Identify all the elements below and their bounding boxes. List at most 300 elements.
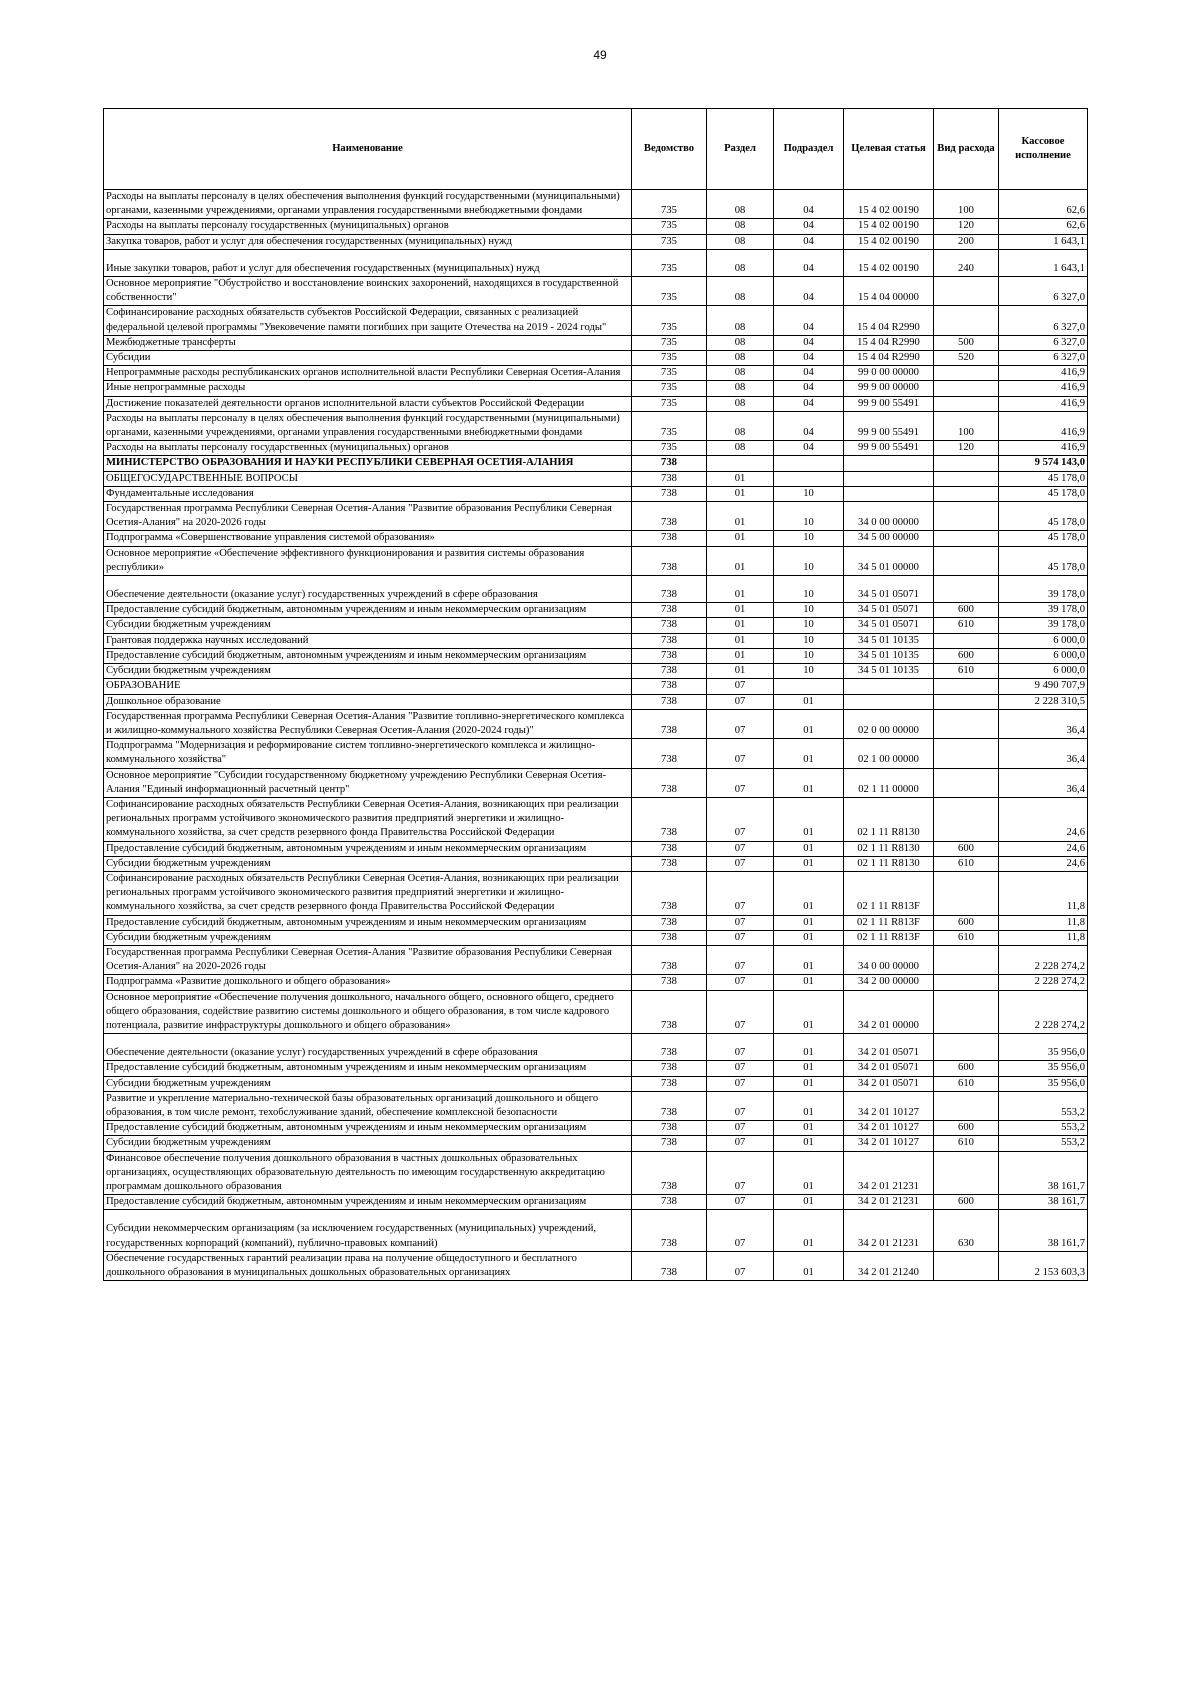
cell-vedomstvo: 735	[632, 351, 707, 366]
cell-podrazdel: 04	[774, 306, 844, 335]
cell-razdel: 08	[707, 219, 774, 234]
cell-expense-type: 120	[934, 219, 999, 234]
cell-name: Расходы на выплаты персоналу в целях обеспечения выполнения функций государственными (муниципальными) органами, казенными учреждениями, органами управления государственными внебюджетными фондами	[104, 190, 632, 219]
cell-razdel: 08	[707, 249, 774, 276]
cell-podrazdel: 10	[774, 486, 844, 501]
cell-vedomstvo: 735	[632, 381, 707, 396]
table-row	[104, 648, 1088, 663]
cell-name: Субсидии бюджетным учреждениям	[104, 930, 632, 945]
cell-target-item: 15 4 02 00190	[844, 234, 934, 249]
table-row	[104, 471, 1088, 486]
cell-cash-execution: 553,2	[999, 1136, 1088, 1151]
cell-podrazdel: 01	[774, 871, 844, 915]
cell-target-item: 34 5 01 10135	[844, 633, 934, 648]
cell-razdel: 07	[707, 871, 774, 915]
table-row	[104, 1076, 1088, 1091]
cell-name: Подпрограмма «Развитие дошкольного и общего образования»	[104, 975, 632, 990]
cell-razdel: 07	[707, 1136, 774, 1151]
cell-name: Подпрограмма "Модернизация и реформирование систем топливно-энергетического комплекса и жилищно-коммунального хозяйства"	[104, 739, 632, 768]
cell-vedomstvo: 738	[632, 1136, 707, 1151]
cell-razdel: 07	[707, 975, 774, 990]
cell-podrazdel: 01	[774, 975, 844, 990]
cell-vedomstvo: 738	[632, 1151, 707, 1195]
cell-target-item: 34 2 01 21231	[844, 1195, 934, 1210]
cell-cash-execution: 9 574 143,0	[999, 456, 1088, 471]
cell-target-item: 34 2 01 05071	[844, 1076, 934, 1091]
table-row	[104, 633, 1088, 648]
cell-podrazdel: 04	[774, 351, 844, 366]
header-cash-execution: Кассовое исполнение	[999, 109, 1088, 190]
cell-expense-type: 600	[934, 915, 999, 930]
cell-vedomstvo: 738	[632, 797, 707, 841]
cell-razdel: 07	[707, 1251, 774, 1280]
cell-vedomstvo: 738	[632, 679, 707, 694]
cell-expense-type: 630	[934, 1210, 999, 1251]
cell-target-item: 34 2 01 21231	[844, 1151, 934, 1195]
cell-vedomstvo: 738	[632, 1251, 707, 1280]
cell-name: Субсидии бюджетным учреждениям	[104, 1136, 632, 1151]
cell-razdel: 08	[707, 234, 774, 249]
cell-target-item: 02 1 11 R8130	[844, 797, 934, 841]
cell-name: Достижение показателей деятельности органов исполнительной власти субъектов Российской Федерации	[104, 396, 632, 411]
table-row	[104, 739, 1088, 768]
cell-razdel: 07	[707, 1076, 774, 1091]
cell-expense-type	[934, 1034, 999, 1061]
cell-razdel: 07	[707, 915, 774, 930]
cell-razdel: 07	[707, 1195, 774, 1210]
table-row	[104, 411, 1088, 440]
cell-cash-execution: 1 643,1	[999, 234, 1088, 249]
cell-expense-type	[934, 502, 999, 531]
cell-vedomstvo: 738	[632, 456, 707, 471]
cell-podrazdel: 01	[774, 841, 844, 856]
cell-cash-execution: 6 000,0	[999, 633, 1088, 648]
cell-vedomstvo: 738	[632, 502, 707, 531]
cell-cash-execution: 6 327,0	[999, 306, 1088, 335]
cell-name: Непрограммные расходы республиканских органов исполнительной власти Республики Северная Осетия-Алания	[104, 366, 632, 381]
table-row	[104, 930, 1088, 945]
table-row	[104, 219, 1088, 234]
cell-cash-execution: 45 178,0	[999, 502, 1088, 531]
cell-cash-execution: 6 000,0	[999, 648, 1088, 663]
cell-cash-execution: 11,8	[999, 930, 1088, 945]
cell-target-item: 15 4 02 00190	[844, 249, 934, 276]
cell-razdel: 08	[707, 396, 774, 411]
table-row	[104, 679, 1088, 694]
cell-podrazdel: 10	[774, 664, 844, 679]
cell-target-item: 99 0 00 00000	[844, 366, 934, 381]
cell-podrazdel: 04	[774, 335, 844, 350]
cell-expense-type: 610	[934, 856, 999, 871]
cell-podrazdel: 04	[774, 441, 844, 456]
cell-name: Предоставление субсидий бюджетным, автономным учреждениям и иным некоммерческим организациям	[104, 915, 632, 930]
cell-target-item	[844, 486, 934, 501]
table-row	[104, 915, 1088, 930]
cell-name: Предоставление субсидий бюджетным, автономным учреждениям и иным некоммерческим организациям	[104, 1061, 632, 1076]
cell-razdel: 07	[707, 1034, 774, 1061]
cell-expense-type	[934, 871, 999, 915]
cell-name: ОБЩЕГОСУДАРСТВЕННЫЕ ВОПРОСЫ	[104, 471, 632, 486]
table-row	[104, 1136, 1088, 1151]
cell-expense-type	[934, 396, 999, 411]
cell-cash-execution: 36,4	[999, 739, 1088, 768]
cell-cash-execution: 62,6	[999, 190, 1088, 219]
cell-cash-execution: 9 490 707,9	[999, 679, 1088, 694]
cell-razdel: 07	[707, 990, 774, 1034]
cell-podrazdel: 10	[774, 502, 844, 531]
cell-razdel: 07	[707, 679, 774, 694]
cell-vedomstvo: 738	[632, 648, 707, 663]
cell-podrazdel: 01	[774, 945, 844, 974]
cell-razdel: 08	[707, 411, 774, 440]
cell-name: Обеспечение государственных гарантий реализации права на получение общедоступного и бесплатного дошкольного образования в муниципальных дошкольных образовательных организациях	[104, 1251, 632, 1280]
cell-name: Субсидии	[104, 351, 632, 366]
cell-podrazdel: 01	[774, 856, 844, 871]
cell-name: Софинансирование расходных обязательств Республики Северная Осетия-Алания, возникающих при реализации региональных программ устойчивого экономического развития предприятий энергетики и жилищно-коммунального хозяйства, за счет средств резервного фонда Правительства Российской Федерации	[104, 797, 632, 841]
table-row	[104, 190, 1088, 219]
cell-target-item	[844, 471, 934, 486]
cell-expense-type	[934, 797, 999, 841]
cell-name: Государственная программа Республики Северная Осетия-Алания "Развитие топливно-энергетического комплекса и жилищно-коммунального хозяйства Республики Северная Осетия-Алания (2020-2024 годы)"	[104, 709, 632, 738]
cell-vedomstvo: 735	[632, 366, 707, 381]
cell-podrazdel: 10	[774, 633, 844, 648]
cell-podrazdel: 01	[774, 797, 844, 841]
cell-podrazdel: 01	[774, 739, 844, 768]
cell-expense-type: 610	[934, 1076, 999, 1091]
header-razdel: Раздел	[707, 109, 774, 190]
cell-vedomstvo: 738	[632, 768, 707, 797]
cell-podrazdel: 04	[774, 381, 844, 396]
cell-cash-execution: 36,4	[999, 709, 1088, 738]
cell-expense-type: 600	[934, 1195, 999, 1210]
cell-expense-type	[934, 486, 999, 501]
cell-name: Дошкольное образование	[104, 694, 632, 709]
cell-razdel: 01	[707, 531, 774, 546]
table-row	[104, 1034, 1088, 1061]
cell-cash-execution: 6 327,0	[999, 335, 1088, 350]
cell-expense-type	[934, 990, 999, 1034]
cell-razdel: 01	[707, 664, 774, 679]
header-podrazdel: Подраздел	[774, 109, 844, 190]
table-row	[104, 1121, 1088, 1136]
cell-name: Межбюджетные трансферты	[104, 335, 632, 350]
table-row	[104, 546, 1088, 575]
cell-razdel: 07	[707, 694, 774, 709]
cell-podrazdel: 04	[774, 396, 844, 411]
cell-vedomstvo: 738	[632, 990, 707, 1034]
cell-target-item: 34 5 01 05071	[844, 576, 934, 603]
cell-expense-type	[934, 531, 999, 546]
cell-cash-execution: 24,6	[999, 797, 1088, 841]
cell-expense-type: 600	[934, 1061, 999, 1076]
cell-razdel: 07	[707, 1121, 774, 1136]
cell-razdel: 01	[707, 603, 774, 618]
cell-razdel: 01	[707, 576, 774, 603]
cell-cash-execution: 6 327,0	[999, 351, 1088, 366]
cell-podrazdel: 04	[774, 411, 844, 440]
cell-podrazdel: 01	[774, 1136, 844, 1151]
cell-expense-type	[934, 1251, 999, 1280]
table-row	[104, 945, 1088, 974]
cell-vedomstvo: 735	[632, 396, 707, 411]
cell-cash-execution: 35 956,0	[999, 1034, 1088, 1061]
cell-name: Иные закупки товаров, работ и услуг для обеспечения государственных (муниципальных) нужд	[104, 249, 632, 276]
cell-expense-type	[934, 1091, 999, 1120]
cell-target-item: 34 5 01 05071	[844, 618, 934, 633]
cell-target-item: 34 2 01 21240	[844, 1251, 934, 1280]
table-row	[104, 249, 1088, 276]
table-row	[104, 603, 1088, 618]
cell-name: Предоставление субсидий бюджетным, автономным учреждениям и иным некоммерческим организациям	[104, 648, 632, 663]
cell-cash-execution: 1 643,1	[999, 249, 1088, 276]
cell-vedomstvo: 738	[632, 1076, 707, 1091]
cell-target-item	[844, 456, 934, 471]
cell-vedomstvo: 738	[632, 471, 707, 486]
cell-podrazdel: 04	[774, 190, 844, 219]
cell-podrazdel: 01	[774, 1195, 844, 1210]
cell-target-item: 02 1 11 00000	[844, 768, 934, 797]
cell-vedomstvo: 738	[632, 694, 707, 709]
cell-razdel: 07	[707, 1091, 774, 1120]
cell-razdel: 01	[707, 648, 774, 663]
cell-cash-execution: 36,4	[999, 768, 1088, 797]
budget-table	[103, 108, 1088, 1281]
cell-expense-type: 240	[934, 249, 999, 276]
cell-podrazdel: 01	[774, 990, 844, 1034]
cell-expense-type	[934, 739, 999, 768]
cell-name: Основное мероприятие "Субсидии государственному бюджетному учреждению Республики Северная Осетия-Алания "Единый информационный расчетный центр"	[104, 768, 632, 797]
cell-expense-type	[934, 768, 999, 797]
cell-name: Предоставление субсидий бюджетным, автономным учреждениям и иным некоммерческим организациям	[104, 1121, 632, 1136]
cell-target-item: 15 4 04 R2990	[844, 335, 934, 350]
cell-razdel: 01	[707, 633, 774, 648]
table-row	[104, 396, 1088, 411]
table-row	[104, 1151, 1088, 1195]
cell-target-item: 34 5 01 00000	[844, 546, 934, 575]
cell-target-item: 02 1 00 00000	[844, 739, 934, 768]
cell-vedomstvo: 738	[632, 664, 707, 679]
cell-target-item	[844, 694, 934, 709]
cell-podrazdel: 01	[774, 1076, 844, 1091]
cell-razdel: 07	[707, 739, 774, 768]
cell-expense-type	[934, 576, 999, 603]
cell-expense-type	[934, 306, 999, 335]
cell-razdel	[707, 456, 774, 471]
cell-vedomstvo: 738	[632, 945, 707, 974]
cell-podrazdel: 01	[774, 915, 844, 930]
cell-target-item	[844, 679, 934, 694]
cell-podrazdel: 01	[774, 930, 844, 945]
cell-expense-type: 200	[934, 234, 999, 249]
cell-name: ОБРАЗОВАНИЕ	[104, 679, 632, 694]
cell-podrazdel: 10	[774, 546, 844, 575]
cell-expense-type: 610	[934, 618, 999, 633]
table-row	[104, 990, 1088, 1034]
cell-vedomstvo: 738	[632, 856, 707, 871]
cell-podrazdel: 01	[774, 1151, 844, 1195]
cell-vedomstvo: 738	[632, 739, 707, 768]
cell-podrazdel: 04	[774, 219, 844, 234]
cell-target-item: 99 9 00 55491	[844, 411, 934, 440]
cell-razdel: 08	[707, 381, 774, 396]
cell-razdel: 07	[707, 1210, 774, 1251]
page-number: 49	[593, 48, 607, 62]
cell-podrazdel: 04	[774, 366, 844, 381]
cell-podrazdel: 04	[774, 234, 844, 249]
cell-vedomstvo: 738	[632, 1210, 707, 1251]
cell-name: Субсидии бюджетным учреждениям	[104, 1076, 632, 1091]
cell-razdel: 07	[707, 709, 774, 738]
cell-target-item: 34 5 01 10135	[844, 664, 934, 679]
cell-cash-execution: 6 000,0	[999, 664, 1088, 679]
cell-podrazdel: 04	[774, 277, 844, 306]
cell-razdel: 07	[707, 1061, 774, 1076]
cell-vedomstvo: 735	[632, 411, 707, 440]
cell-razdel: 01	[707, 618, 774, 633]
cell-name: Субсидии бюджетным учреждениям	[104, 856, 632, 871]
cell-name: Расходы на выплаты персоналу в целях обеспечения выполнения функций государственными (муниципальными) органами, казенными учреждениями, органами управления государственными внебюджетными фондами	[104, 411, 632, 440]
table-row	[104, 381, 1088, 396]
cell-target-item: 99 9 00 55491	[844, 441, 934, 456]
cell-expense-type: 600	[934, 841, 999, 856]
cell-razdel: 07	[707, 930, 774, 945]
table-row	[104, 1091, 1088, 1120]
cell-name: Государственная программа Республики Северная Осетия-Алания "Развитие образования Республики Северная Осетия-Алания" на 2020-2026 годы	[104, 502, 632, 531]
cell-cash-execution: 24,6	[999, 841, 1088, 856]
table-row	[104, 841, 1088, 856]
cell-razdel: 07	[707, 945, 774, 974]
cell-name: Обеспечение деятельности (оказание услуг) государственных учреждений в сфере образования	[104, 1034, 632, 1061]
cell-expense-type: 100	[934, 411, 999, 440]
cell-cash-execution: 39 178,0	[999, 618, 1088, 633]
table-row	[104, 768, 1088, 797]
cell-expense-type: 610	[934, 1136, 999, 1151]
cell-podrazdel	[774, 456, 844, 471]
table-row	[104, 1061, 1088, 1076]
cell-expense-type	[934, 975, 999, 990]
cell-expense-type	[934, 633, 999, 648]
cell-target-item: 34 0 00 00000	[844, 502, 934, 531]
cell-vedomstvo: 735	[632, 249, 707, 276]
cell-podrazdel	[774, 679, 844, 694]
table-body	[104, 190, 1088, 1281]
cell-name: Софинансирование расходных обязательств Республики Северная Осетия-Алания, возникающих при реализации региональных программ устойчивого экономического развития предприятий энергетики и жилищно-коммунального хозяйства, за счет средств резервного фонда Правительства Российской Федерации	[104, 871, 632, 915]
cell-name: Закупка товаров, работ и услуг для обеспечения государственных (муниципальных) нужд	[104, 234, 632, 249]
cell-razdel: 08	[707, 190, 774, 219]
cell-podrazdel: 10	[774, 603, 844, 618]
cell-name: Субсидии некоммерческим организациям (за исключением государственных (муниципальных) учреждений, государственных корпораций (компаний), публично-правовых компаний)	[104, 1210, 632, 1251]
table-row	[104, 306, 1088, 335]
cell-razdel: 01	[707, 502, 774, 531]
cell-vedomstvo: 738	[632, 603, 707, 618]
header-vedomstvo: Ведомство	[632, 109, 707, 190]
cell-cash-execution: 45 178,0	[999, 531, 1088, 546]
cell-vedomstvo: 738	[632, 1195, 707, 1210]
cell-vedomstvo: 738	[632, 531, 707, 546]
cell-vedomstvo: 738	[632, 709, 707, 738]
cell-vedomstvo: 738	[632, 1061, 707, 1076]
cell-razdel: 08	[707, 366, 774, 381]
cell-vedomstvo: 738	[632, 618, 707, 633]
cell-vedomstvo: 738	[632, 1091, 707, 1120]
table-row	[104, 1210, 1088, 1251]
cell-name: Основное мероприятие «Обеспечение эффективного функционирования и развития системы образования республики»	[104, 546, 632, 575]
cell-expense-type: 610	[934, 664, 999, 679]
cell-name: Подпрограмма «Совершенствование управления системой образования»	[104, 531, 632, 546]
cell-cash-execution: 45 178,0	[999, 471, 1088, 486]
cell-name: Основное мероприятие «Обеспечение получения дошкольного, начального общего, основного общего, среднего общего образования, содействие развитию системы дошкольного и общего образования, в том числе кадрового потенциала, развитие инфраструктуры дошкольного и общего образования»	[104, 990, 632, 1034]
cell-podrazdel: 10	[774, 618, 844, 633]
cell-target-item: 34 2 01 05071	[844, 1061, 934, 1076]
cell-target-item: 99 9 00 00000	[844, 381, 934, 396]
cell-target-item: 34 2 01 00000	[844, 990, 934, 1034]
cell-vedomstvo: 738	[632, 1121, 707, 1136]
cell-razdel: 07	[707, 841, 774, 856]
cell-cash-execution: 24,6	[999, 856, 1088, 871]
cell-cash-execution: 416,9	[999, 366, 1088, 381]
cell-cash-execution: 553,2	[999, 1121, 1088, 1136]
table-row	[104, 502, 1088, 531]
cell-cash-execution: 6 327,0	[999, 277, 1088, 306]
cell-cash-execution: 416,9	[999, 411, 1088, 440]
cell-razdel: 08	[707, 351, 774, 366]
cell-expense-type	[934, 456, 999, 471]
cell-razdel: 07	[707, 768, 774, 797]
cell-expense-type	[934, 945, 999, 974]
cell-podrazdel: 01	[774, 1061, 844, 1076]
cell-razdel: 08	[707, 441, 774, 456]
cell-cash-execution: 2 228 274,2	[999, 945, 1088, 974]
cell-vedomstvo: 738	[632, 871, 707, 915]
cell-name: Государственная программа Республики Северная Осетия-Алания "Развитие образования Республики Северная Осетия-Алания" на 2020-2026 годы	[104, 945, 632, 974]
cell-cash-execution: 39 178,0	[999, 603, 1088, 618]
cell-target-item: 15 4 04 R2990	[844, 306, 934, 335]
cell-expense-type: 600	[934, 648, 999, 663]
cell-cash-execution: 416,9	[999, 396, 1088, 411]
cell-target-item: 15 4 02 00190	[844, 190, 934, 219]
cell-expense-type	[934, 546, 999, 575]
cell-target-item: 15 4 02 00190	[844, 219, 934, 234]
table-row	[104, 456, 1088, 471]
cell-expense-type: 520	[934, 351, 999, 366]
cell-expense-type	[934, 471, 999, 486]
cell-name: МИНИСТЕРСТВО ОБРАЗОВАНИЯ И НАУКИ РЕСПУБЛИКИ СЕВЕРНАЯ ОСЕТИЯ-АЛАНИЯ	[104, 456, 632, 471]
cell-target-item: 34 0 00 00000	[844, 945, 934, 974]
cell-target-item: 02 1 11 R813F	[844, 871, 934, 915]
table-row	[104, 486, 1088, 501]
header-row	[104, 109, 1088, 190]
cell-name: Обеспечение деятельности (оказание услуг) государственных учреждений в сфере образования	[104, 576, 632, 603]
cell-target-item: 34 2 01 10127	[844, 1091, 934, 1120]
cell-cash-execution: 38 161,7	[999, 1210, 1088, 1251]
cell-name: Предоставление субсидий бюджетным, автономным учреждениям и иным некоммерческим организациям	[104, 841, 632, 856]
cell-vedomstvo: 738	[632, 486, 707, 501]
cell-vedomstvo: 735	[632, 234, 707, 249]
cell-name: Предоставление субсидий бюджетным, автономным учреждениям и иным некоммерческим организациям	[104, 603, 632, 618]
cell-podrazdel: 01	[774, 694, 844, 709]
cell-razdel: 07	[707, 797, 774, 841]
cell-vedomstvo: 735	[632, 306, 707, 335]
cell-cash-execution: 35 956,0	[999, 1076, 1088, 1091]
cell-target-item: 02 1 11 R8130	[844, 856, 934, 871]
cell-name: Софинансирование расходных обязательств субъектов Российской Федерации, связанных с реализацией федеральной целевой программы "Увековечение памяти погибших при защите Отечества на 2019 - 2024 годы"	[104, 306, 632, 335]
cell-expense-type	[934, 277, 999, 306]
cell-target-item: 34 2 01 10127	[844, 1136, 934, 1151]
cell-podrazdel: 01	[774, 1034, 844, 1061]
cell-name: Фундаментальные исследования	[104, 486, 632, 501]
cell-target-item: 02 1 11 R8130	[844, 841, 934, 856]
cell-target-item: 34 5 01 10135	[844, 648, 934, 663]
